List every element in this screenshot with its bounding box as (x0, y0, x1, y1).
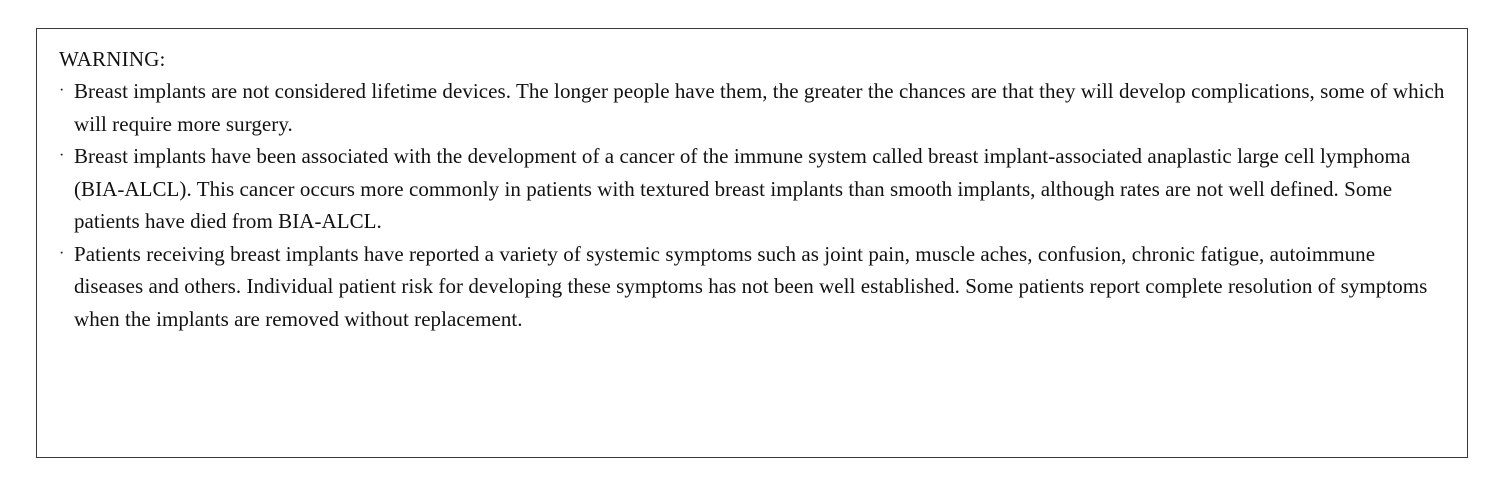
list-item-text: Patients receiving breast implants have reported a variety of systemic symptoms such as joint pain, muscle aches, confusion, chronic fatigue, autoimmune diseases and others. Individual patient risk for developing these symptoms has not been well established. Some patients report complete resolution of symptoms when the implants are removed without replacement. (74, 241, 1428, 331)
list-item (59, 75, 1445, 140)
list-item (59, 238, 1445, 336)
warning-heading: WARNING: (59, 47, 166, 71)
list-item (59, 140, 1445, 238)
bullet-icon: · (59, 82, 65, 99)
warning-box (36, 28, 1468, 458)
list-item-text: Breast implants have been associated with the development of a cancer of the immune system called breast implant-associated anaplastic large cell lymphoma (BIA-ALCL). This cancer occurs more commonly in patients with textured breast implants than smooth implants, although rates are not well defined. Some patients have died from BIA-ALCL. (74, 144, 1411, 233)
warning-bullet-list (59, 75, 1445, 335)
list-item-text: Breast implants are not considered lifetime devices. The longer people have them, the greater the chances are that they will develop complications, some of which will require more surgery. (74, 79, 1445, 136)
bullet-icon: · (59, 244, 65, 262)
bullet-icon: · (59, 147, 65, 164)
